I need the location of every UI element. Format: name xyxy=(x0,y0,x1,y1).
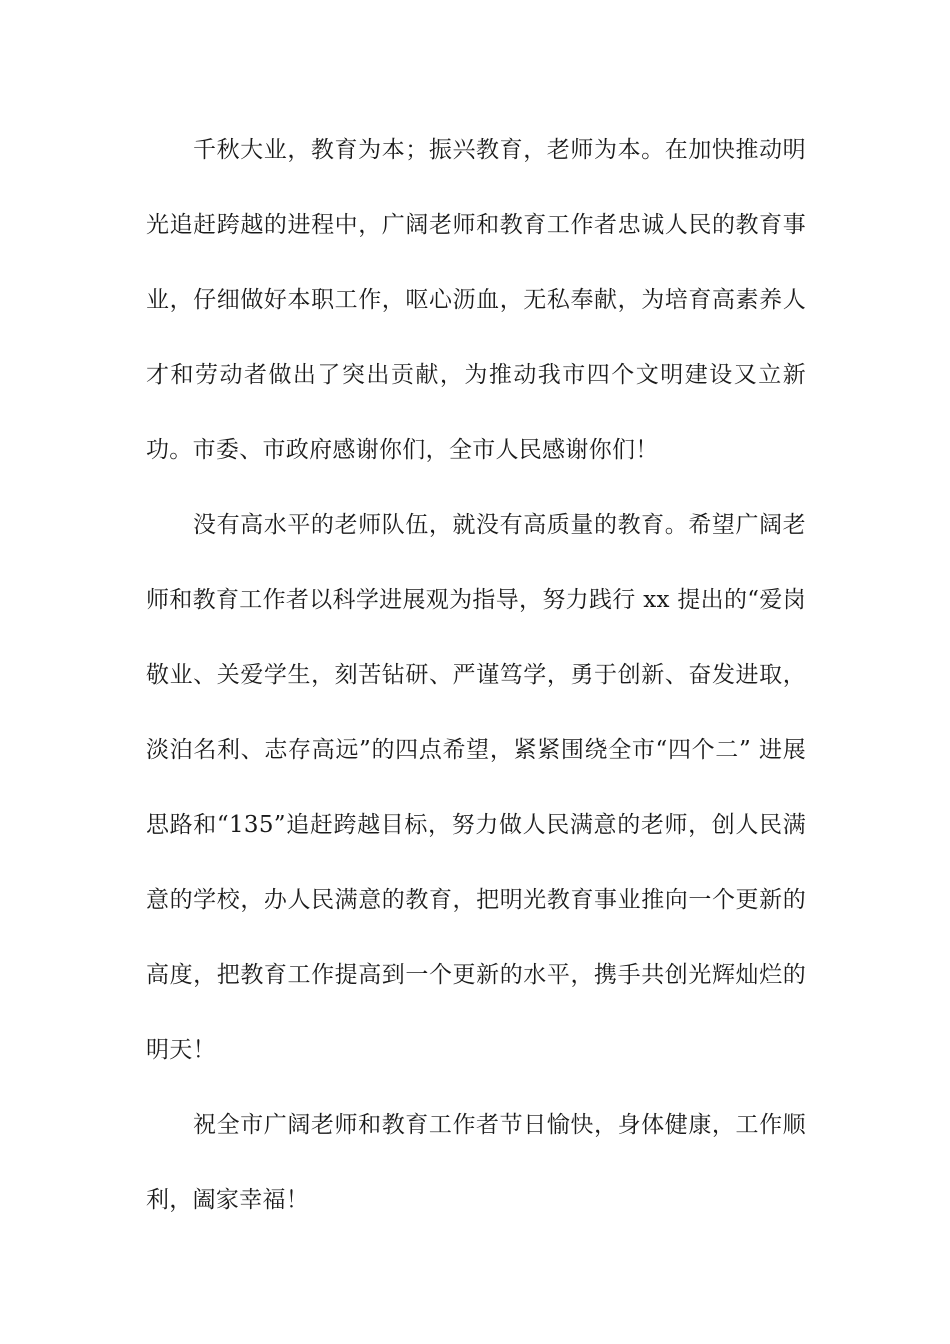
document-body xyxy=(146,113,806,1238)
paragraph-3: 祝全市广阔老师和教育工作者节日愉快，身体健康，工作顺利，阖家幸福！ xyxy=(146,1112,806,1213)
paragraph-2: 没有高水平的老师队伍，就没有高质量的教育。希望广阔老师和教育工作者以科学进展观为指导，努力践行 xx 提出的“爱岗敬业、关爱学生，刻苦钻研、严谨笃学，勇于创新、奋发进取，淡泊名利、志存高远”的四点希望，紧紧围绕全市“四个二” 进展思路和“135”追赶跨越目标，努力做人民满意的老师，创人民满意的学校，办人民满意的教育，把明光教育事业推向一个更新的高度，把教育工作提高到一个更新的水平，携手共创光辉灿烂的明天！ xyxy=(146,512,806,1063)
paragraph-1: 千秋大业，教育为本；振兴教育，老师为本。在加快推动明光追赶跨越的进程中，广阔老师和教育工作者忠诚人民的教育事业，仔细做好本职工作，呕心沥血，无私奉献，为培育高素养人才和劳动者做出了突出贡献，为推动我市四个文明建设又立新功。市委、市政府感谢你们，全市人民感谢你们！ xyxy=(146,137,806,463)
